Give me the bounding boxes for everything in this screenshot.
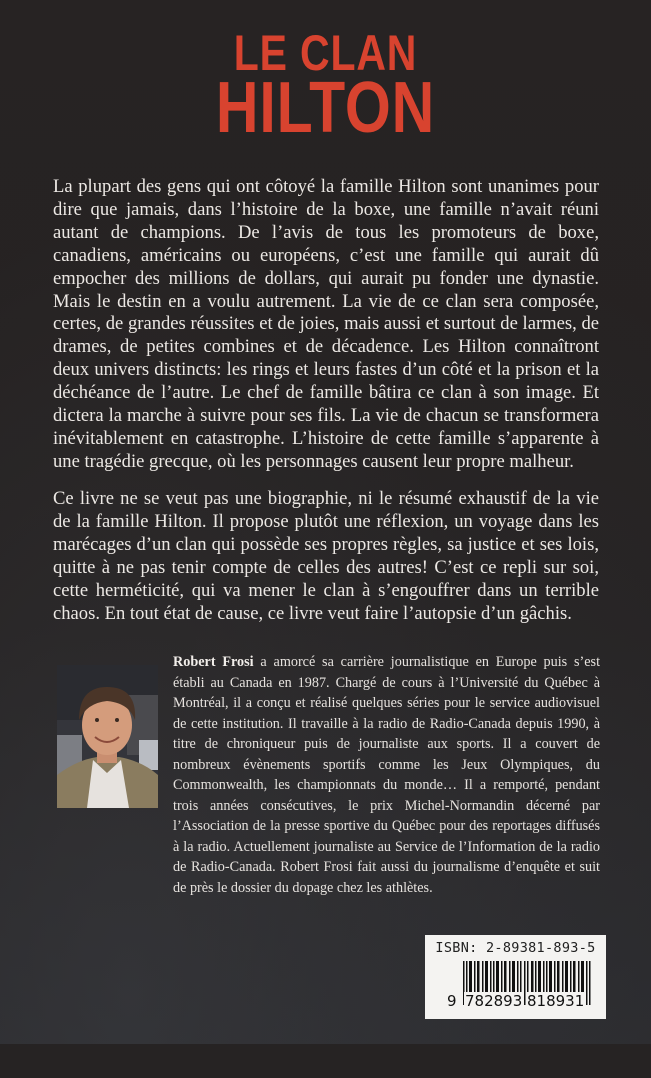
isbn-number: ISBN: 2-89381-893-5 (435, 940, 596, 956)
book-title (59, 25, 593, 148)
ean-digits (447, 988, 585, 1078)
title-line-1: LE CLAN (233, 25, 418, 81)
author-portrait-image (57, 665, 158, 808)
author-bio-text: a amorcé sa carrière journalistique en Europe puis s’est établi au Canada en 1987. Chargé de cours à l’Université du Québec à Montréal, il a conçu et réalisé quelques séries pour le service audiovisuel de cette institution. Il travaille à la radio de Radio-Canada depuis 1990, à titre de chroniqueur puis de journaliste aux sports. Il a couvert de nombreux évènements sportifs comme les Jeux Olympiques, du Commonwealth, les championnats du monde… Il a remporté, pendant trois années consécutives, le prix Michel-Normandin décerné par l’Association de la presse sportive du Québec pour des reportages diffusés à la radio. Actuellement journaliste au Service de l’Information de la radio de Radio-Canada. Robert Frosi fait aussi du journalisme d’enquête et suit de près le dossier du dopage chez les athlètes. (173, 654, 601, 896)
ean-group-2: 818931 (527, 992, 585, 1010)
author-name: Robert Frosi (173, 654, 254, 670)
synopsis-paragraph-1: La plupart des gens qui ont côtoyé la famille Hilton sont unanimes pour dire que jamais, dans l’histoire de la boxe, une famille n’avait réuni autant de champions. De l’avis de tous les promoteurs de boxe, canadiens, américains ou européens, c’est une famille qui aurait dû empocher des millions de dollars, qui aurait pu fonder une dynastie. Mais le destin en a voulu autrement. La vie de ce clan sera composée, certes, de grandes réussites et de joies, mais aussi et surtout de larmes, de drames, de petites combines et de décadence. Les Hilton connaîtront deux univers distincts: les rings et leurs fastes d’un côté et la prison et la déchéance de l’autre. Le chef de famille bâtira ce clan à son image. Et dictera la marche à suivre pour ses fils. La vie de chacun se transformera inévitablement en catastrophe. L’histoire de cette famille s’apparente à une tragédie grecque, où les personnages causent leur propre malheur. (53, 176, 599, 472)
synopsis-paragraph-2: Ce livre ne se veut pas une biographie, ni le résumé exhaustif de la vie de la famille Hilton. Il propose plutôt une réflexion, un voyage dans les marécages d’un clan qui possède ses propres règles, sa justice et ses lois, quitte à ne pas tenir compte de celles des autres! C’est ce repli sur soi, cette herméticité, qui va mener le clan à s’engouffrer dans un terrible chaos. En tout état de cause, ce livre veut faire l’autopsie d’un gâchis. (53, 488, 599, 624)
author-photo (57, 665, 158, 808)
ean-group-1: 782893 (465, 992, 523, 1010)
ean-first-digit: 9 (447, 992, 457, 1010)
title-line-2: HILTON (215, 68, 436, 148)
author-bio (173, 652, 600, 898)
isbn-barcode-label (425, 935, 606, 1019)
